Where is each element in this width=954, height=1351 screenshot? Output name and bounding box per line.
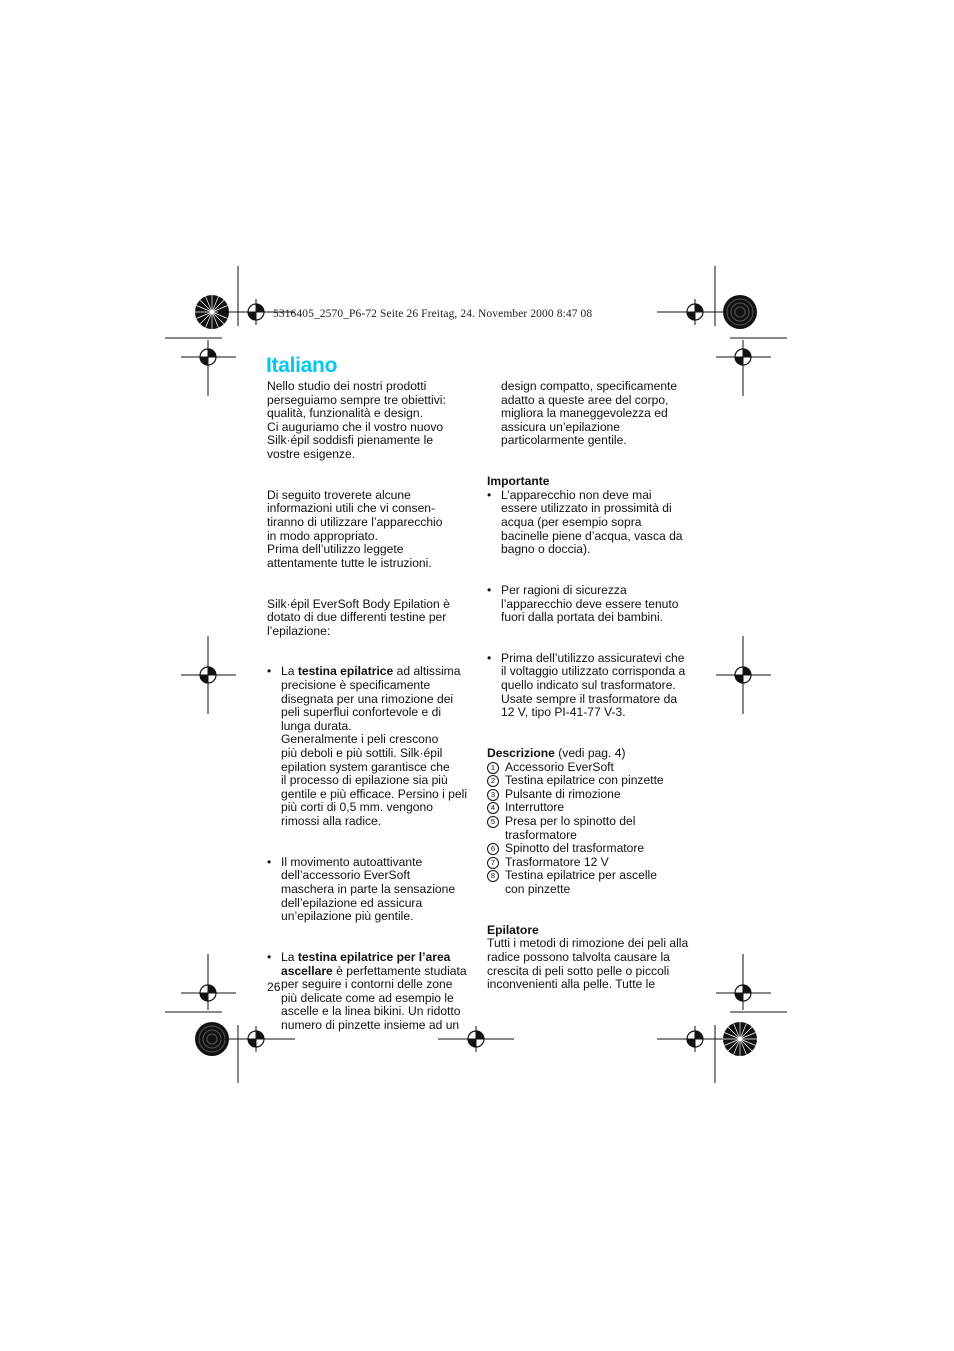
bullet-eversoft: • Il movimento autoattivante dell’accessorio EverSoft maschera in parte la sensazione dell’epilazione ed assicura un’epilazione più gentile. bbox=[267, 856, 469, 924]
list-item: 1 Accessorio EverSoft bbox=[487, 761, 692, 775]
warning-water: • L’apparecchio non deve mai essere utilizzato in prossimità di acqua (per esempio sopra bacinelle piene d’acqua, vasca da bagno o doccia). bbox=[487, 489, 692, 557]
warning-voltage: • Prima dell’utilizzo assicuratevi che il voltaggio utilizzato corrisponda a quello indicato sul trasformatore. Usate sempre il trasformatore da 12 V, tipo PI-41-77 V-3. bbox=[487, 652, 692, 720]
right-column bbox=[487, 380, 692, 992]
print-header: 5316405_2570_P6-72 Seite 26 Freitag, 24. November 2000 8:47 08 bbox=[273, 308, 593, 320]
list-item: 5 Presa per lo spinotto del trasformatore bbox=[487, 815, 692, 842]
continuation-paragraph: design compatto, specificamente adatto a queste aree del corpo, migliora la maneggevolezza ed assicura un’epilazione particolarmente gentile. bbox=[501, 379, 678, 448]
importante-heading: Importante bbox=[487, 474, 550, 489]
page-title: Italiano bbox=[266, 354, 338, 377]
parts-list bbox=[487, 761, 692, 897]
warning-children: • Per ragioni di sicurezza l’apparecchio deve essere tenuto fuori dalla portata dei bambini. bbox=[487, 584, 692, 625]
list-item: 7 Trasformatore 12 V bbox=[487, 856, 692, 870]
descrizione-heading: Descrizione (vedi pag. 4) bbox=[487, 746, 626, 761]
list-item: 3 Pulsante di rimozione bbox=[487, 788, 692, 802]
bullet-underarm-head: • La testina epilatrice per l’area ascellare è perfettamente studiata per seguire i contorni delle zone più delicate come ad esempio le ascelle e la linea bikini. Un ridotto numero di pinzette insieme ad un bbox=[267, 951, 469, 1033]
list-item: 2 Testina epilatrice con pinzette bbox=[487, 774, 692, 788]
list-item: 4 Interruttore bbox=[487, 801, 692, 815]
info-paragraph: Di seguito troverete alcune informazioni utili che vi consen- tiranno di utilizzare l’apparecchio in modo appropriato. Prima dell’utilizzo leggete attentamente tutte le istruzioni. bbox=[267, 487, 443, 570]
bullet-precision-head: • La testina epilatrice ad altissima precisione è specificamente disegnata per una rimozione dei peli superflui confortevole e di lunga durata. Generalmente i peli crescono più deboli e più sottili. Silk·épil epilation system garantisce che il processo di epilazione sia più gentile e più efficace. Persino i peli più corti di 0,5 mm. vengono rimossi alla radice. bbox=[267, 665, 469, 828]
intro-paragraph: Nello studio dei nostri prodotti perseguiamo sempre tre obiettivi: qualità, funzionalità e design. Ci auguriamo che il vostro nuovo Silk·épil soddisfi pienamente le vostre esigenze. bbox=[267, 379, 446, 461]
epilatore-heading: Epilatore bbox=[487, 922, 539, 937]
list-item: 8 Testina epilatrice per ascelle con pinzette bbox=[487, 869, 692, 896]
list-item: 6 Spinotto del trasformatore bbox=[487, 842, 692, 856]
left-column bbox=[267, 380, 469, 1033]
product-paragraph: Silk·épil EverSoft Body Epilation è dotato di due differenti testine per l’epilazione: bbox=[267, 596, 450, 638]
epilatore-paragraph: Tutti i metodi di rimozione dei peli alla radice possono talvolta causare la crescita di peli sotto pelle o piccoli inconvenienti alla pelle. Tutte le bbox=[487, 936, 689, 992]
page-number: 26 bbox=[267, 980, 281, 994]
